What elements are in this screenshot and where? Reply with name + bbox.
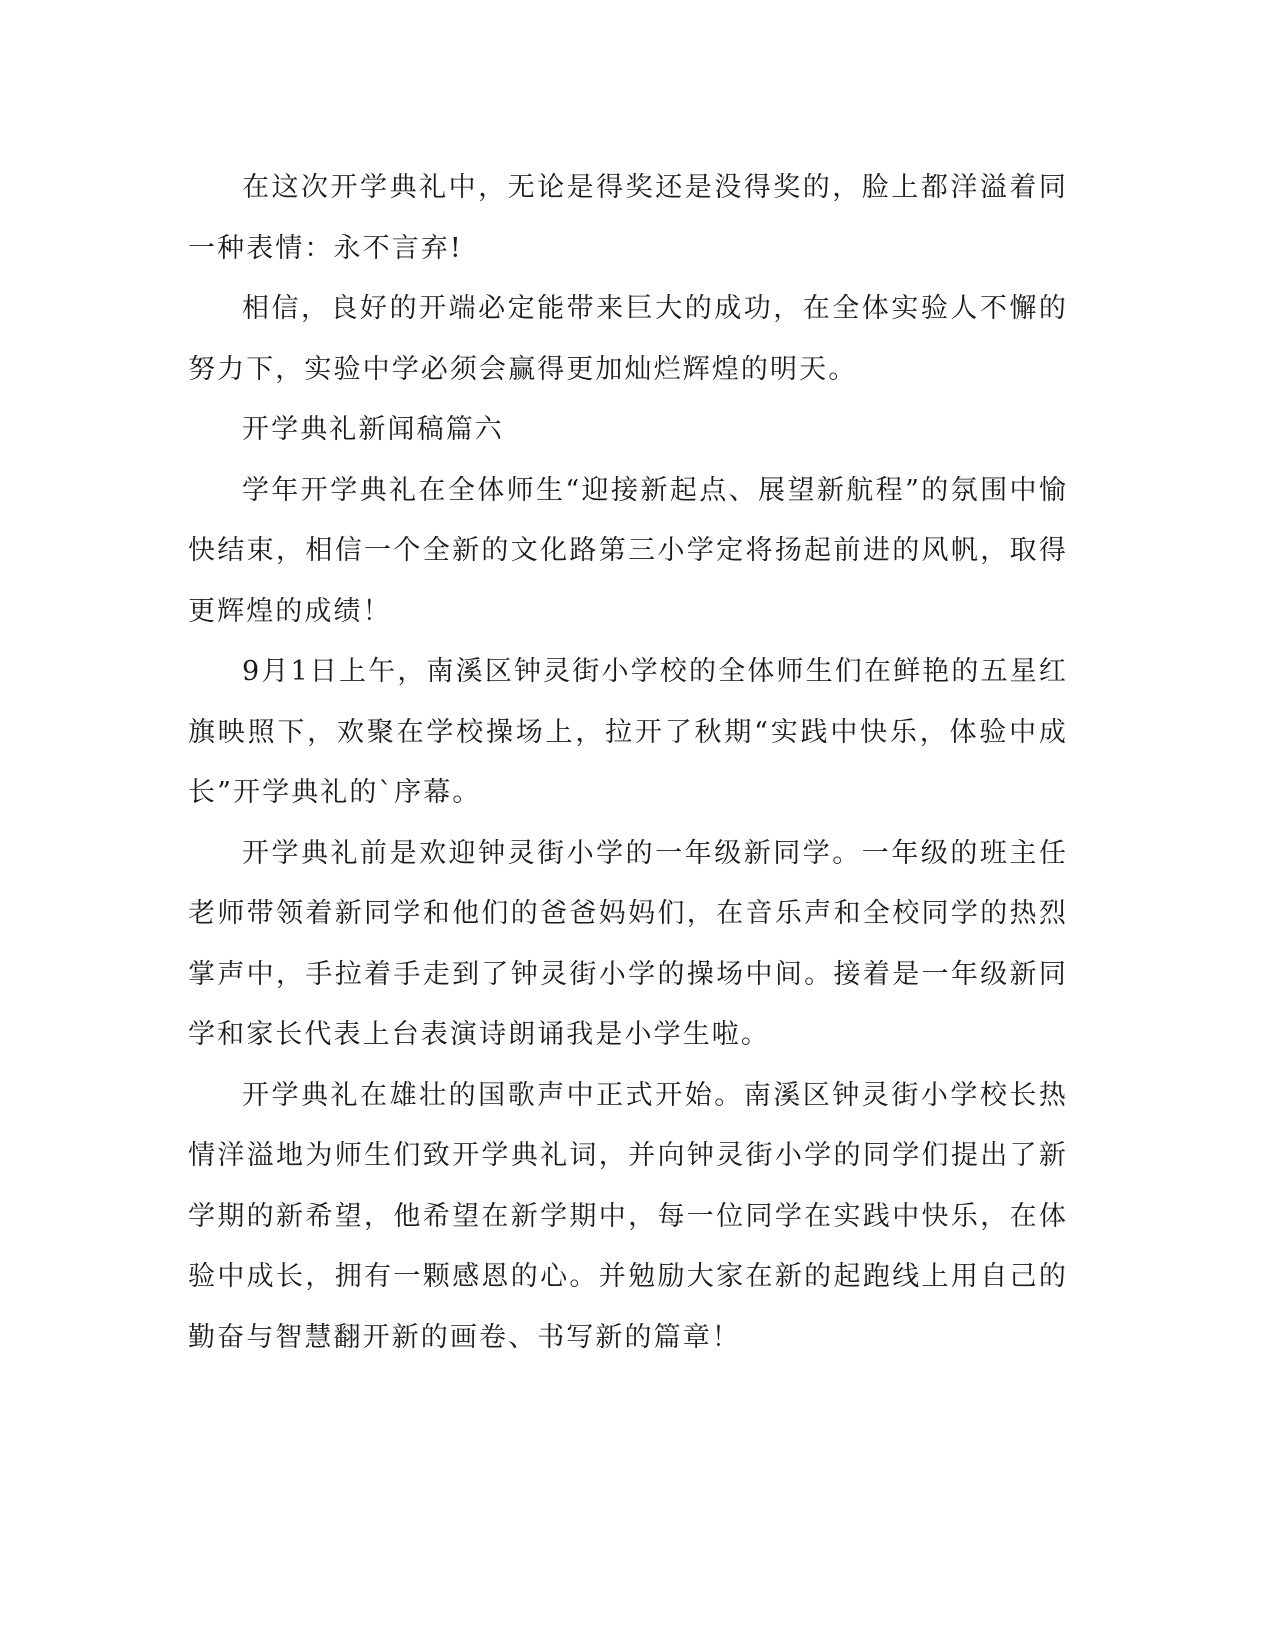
section-heading: 开学典礼新闻稿篇六 <box>242 414 504 445</box>
paragraph-4: 9月1日上午，南溪区钟灵街小学校的全体师生们在鲜艳的五星红旗映照下，欢聚在学校操场上，拉开了秋期“实践中快乐，体验中成长”开学典礼的`序幕。 <box>188 656 1068 808</box>
paragraph-3: 学年开学典礼在全体师生“迎接新起点、展望新航程”的氛围中愉快结束，相信一个全新的文化路第三小学定将扬起前进的风帆，取得更辉煌的成绩！ <box>188 474 1068 627</box>
paragraph-6: 开学典礼在雄壮的国歌声中正式开始。南溪区钟灵街小学校长热情洋溢地为师生们致开学典礼词，并向钟灵街小学的同学们提出了新学期的新希望，他希望在新学期中，每一位同学在实践中快乐，在体验中成长，拥有一颗感恩的心。并勉励大家在新的起跑线上用自己的勤奋与智慧翻开新的画卷、书写新的篇章！ <box>188 1079 1068 1353</box>
paragraph-2: 相信，良好的开端必定能带来巨大的成功，在全体实验人不懈的努力下，实验中学必须会赢得更加灿烂辉煌的明天。 <box>188 293 1068 385</box>
document-body <box>188 158 1068 1368</box>
paragraph-5: 开学典礼前是欢迎钟灵街小学的一年级新同学。一年级的班主任老师带领着新同学和他们的爸爸妈妈们，在音乐声和全校同学的热烈掌声中，手拉着手走到了钟灵街小学的操场中间。接着是一年级新同学和家长代表上台表演诗朗诵我是小学生啦。 <box>188 837 1068 1050</box>
paragraph-1: 在这次开学典礼中，无论是得奖还是没得奖的，脸上都洋溢着同一种表情：永不言弃! <box>188 172 1068 264</box>
